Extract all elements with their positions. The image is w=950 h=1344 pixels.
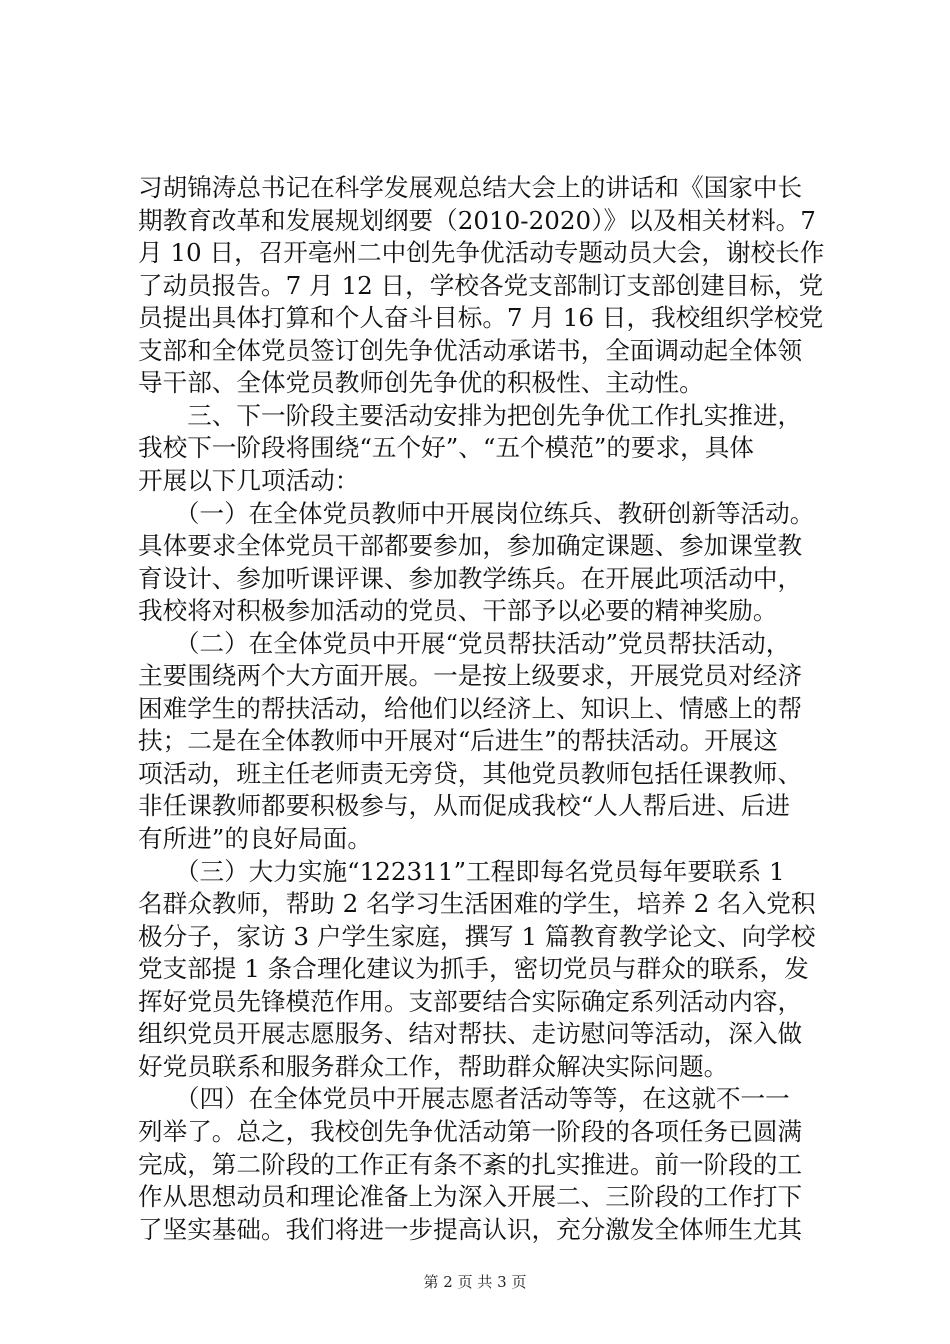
text-line: （一）在全体党员教师中开展岗位练兵、教研创新等活动。 <box>138 498 815 528</box>
text-line: 扶；二是在全体教师中开展对“后进生”的帮扶活动。开展这 <box>138 726 778 756</box>
text-line: 党支部提 1 条合理化建议为抓手，密切党员与群众的联系，发 <box>138 954 809 984</box>
text-line: 三、下一阶段主要活动安排为把创先争优工作扎实推进， <box>138 400 803 430</box>
text-line: （三）大力实施“122311”工程即每名党员每年要联系 1 <box>138 856 785 886</box>
text-line: 开展以下几项活动： <box>138 465 360 495</box>
text-line: （四）在全体党员中开展志愿者活动等等，在这就不一一 <box>138 1084 790 1114</box>
text-line: 了坚实基础。我们将进一步提高认识，充分激发全体师生尤其 <box>138 1214 803 1244</box>
text-line: 完成，第二阶段的工作正有条不紊的扎实推进。前一阶段的工 <box>138 1149 803 1179</box>
text-line: 导干部、全体党员教师创先争优的积极性、主动性。 <box>138 368 704 398</box>
text-line: 了动员报告。7 月 12 日，学校各党支部制订支部创建目标，党 <box>138 270 824 300</box>
text-line: （二）在全体党员中开展“党员帮扶活动”党员帮扶活动， <box>138 628 791 658</box>
text-line: 作从思想动员和理论准备上为深入开展二、三阶段的工作打下 <box>138 1182 803 1212</box>
text-line: 好党员联系和服务群众工作，帮助群众解决实际问题。 <box>138 1051 729 1081</box>
text-line: 列举了。总之，我校创先争优活动第一阶段的各项任务已圆满 <box>138 1116 803 1146</box>
text-line: 项活动，班主任老师责无旁贷，其他党员教师包括任课教师、 <box>138 758 803 788</box>
text-line: 我校将对积极参加活动的党员、干部予以必要的精神奖励。 <box>138 596 778 626</box>
page-footer: 第 2 页 共 3 页 <box>423 1273 527 1291</box>
text-line: 具体要求全体党员干部都要参加，参加确定课题、参加课堂教 <box>138 531 803 561</box>
text-line: 主要围绕两个大方面开展。一是按上级要求，开展党员对经济 <box>138 661 803 691</box>
text-line: 支部和全体党员签订创先争优活动承诺书，全面调动起全体领 <box>138 335 803 365</box>
text-line: 组织党员开展志愿服务、结对帮扶、走访慰问等活动，深入做 <box>138 1019 803 1049</box>
text-line: 极分子，家访 3 户学生家庭，撰写 1 篇教育教学论文、向学校 <box>138 921 816 951</box>
text-line: 育设计、参加听课评课、参加教学练兵。在开展此项活动中， <box>138 563 803 593</box>
text-line: 月 10 日，召开亳州二中创先争优活动专题动员大会，谢校长作 <box>138 238 825 268</box>
text-line: 困难学生的帮扶活动，给他们以经济上、知识上、情感上的帮 <box>138 693 803 723</box>
text-line: 有所进”的良好局面。 <box>138 824 372 853</box>
text-line: 挥好党员先锋模范作用。支部要结合实际确定系列活动内容， <box>138 986 803 1016</box>
text-line: 习胡锦涛总书记在科学发展观总结大会上的讲话和《国家中长 <box>138 173 803 202</box>
text-line: 期教育改革和发展规划纲要（2010-2020）》以及相关材料。7 <box>138 205 816 235</box>
text-line: 非任课教师都要积极参与，从而促成我校“人人帮后进、后进 <box>138 791 791 821</box>
text-line: 名群众教师，帮助 2 名学习生活困难的学生，培养 2 名入党积 <box>138 889 816 919</box>
text-line: 我校下一阶段将围绕“五个好”、“五个模范”的要求，具体 <box>138 433 754 463</box>
text-line: 员提出具体打算和个人奋斗目标。7 月 16 日，我校组织学校党 <box>138 303 824 333</box>
